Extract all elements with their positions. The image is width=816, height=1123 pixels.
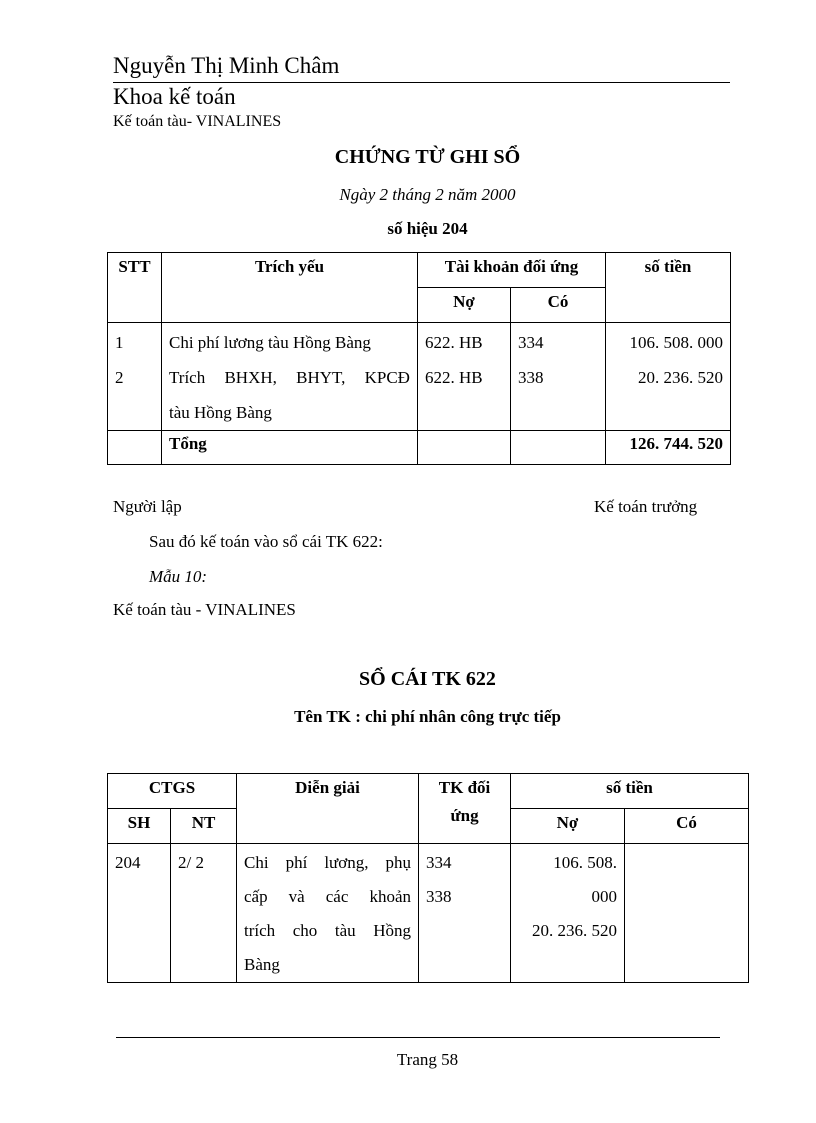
col-ledger-debit: Nợ [511, 809, 625, 844]
author-name: Nguyễn Thị Minh Châm [113, 53, 340, 78]
voucher-number: số hiệu 204 [387, 219, 468, 238]
col-nt: NT [171, 809, 237, 844]
ledger-credit [625, 844, 749, 983]
row1-debit: 622. HB [425, 333, 483, 352]
ledger-sh: 204 [108, 844, 171, 983]
form-label: Mẫu 10: [149, 567, 208, 586]
header-divider [113, 82, 730, 83]
row1-amount: 106. 508. 000 [629, 333, 724, 352]
row2-stt: 2 [115, 368, 124, 387]
col-debit: Nợ [418, 288, 511, 323]
unit-label-2: Kế toán tàu - VINALINES [113, 600, 296, 619]
ledger-nt: 2/ 2 [171, 844, 237, 983]
row1-stt: 1 [115, 333, 124, 352]
ledger-title: SỔ CÁI TK 622 [359, 668, 496, 690]
col-ctgs: CTGS [108, 774, 237, 809]
row1-summary: Chi phí lương tàu Hồng Bàng [169, 333, 371, 352]
col-counter-account: Tài khoản đối ứng [418, 253, 606, 288]
row1-credit: 334 [518, 333, 544, 352]
col-ledger-credit: Có [625, 809, 749, 844]
col-summary: Trích yếu [162, 253, 418, 323]
ledger-table [107, 773, 749, 983]
total-amount: 126. 744. 520 [606, 431, 731, 465]
col-ledger-amount: số tiền [511, 774, 749, 809]
total-row [108, 431, 731, 465]
row2-summary-line1: Trích BHXH, BHYT, KPCĐ [169, 368, 410, 387]
unit-label: Kế toán tàu- VINALINES [113, 113, 282, 130]
chief-accountant-signature: Kế toán trưởng [594, 497, 698, 516]
ledger-tk: 334 338 [419, 844, 511, 983]
row2-amount: 20. 236. 520 [638, 368, 724, 387]
row2-credit: 338 [518, 368, 544, 387]
department: Khoa kế toán [113, 84, 236, 109]
page-number: Trang 58 [396, 1050, 459, 1069]
table-row [108, 323, 731, 431]
col-tk: TK đối ứng [419, 774, 511, 844]
col-stt: STT [108, 253, 162, 323]
total-label: Tổng [162, 431, 418, 465]
row2-debit: 622. HB [425, 368, 483, 387]
ledger-description: Chi phí lương, phụ cấp và các khoản trích cho tàu Hồng Bàng [237, 844, 419, 983]
voucher-table [107, 252, 731, 465]
col-credit: Có [511, 288, 606, 323]
ledger-note: Sau đó kế toán vào sổ cái TK 622: [149, 532, 383, 551]
footer-divider [116, 1037, 720, 1038]
col-amount: số tiền [606, 253, 731, 323]
ledger-account-name: Tên TK : chi phí nhân công trực tiếp [294, 707, 561, 726]
ledger-debit: 106. 508. 000 20. 236. 520 [511, 844, 625, 983]
preparer-signature: Người lập [113, 497, 182, 516]
voucher-date: Ngày 2 tháng 2 năm 2000 [339, 185, 516, 204]
row2-summary-line2: tàu Hồng Bàng [169, 403, 272, 422]
table-row [108, 844, 749, 983]
col-description: Diễn giải [237, 774, 419, 844]
voucher-title: CHỨNG TỪ GHI SỔ [334, 146, 521, 168]
col-sh: SH [108, 809, 171, 844]
